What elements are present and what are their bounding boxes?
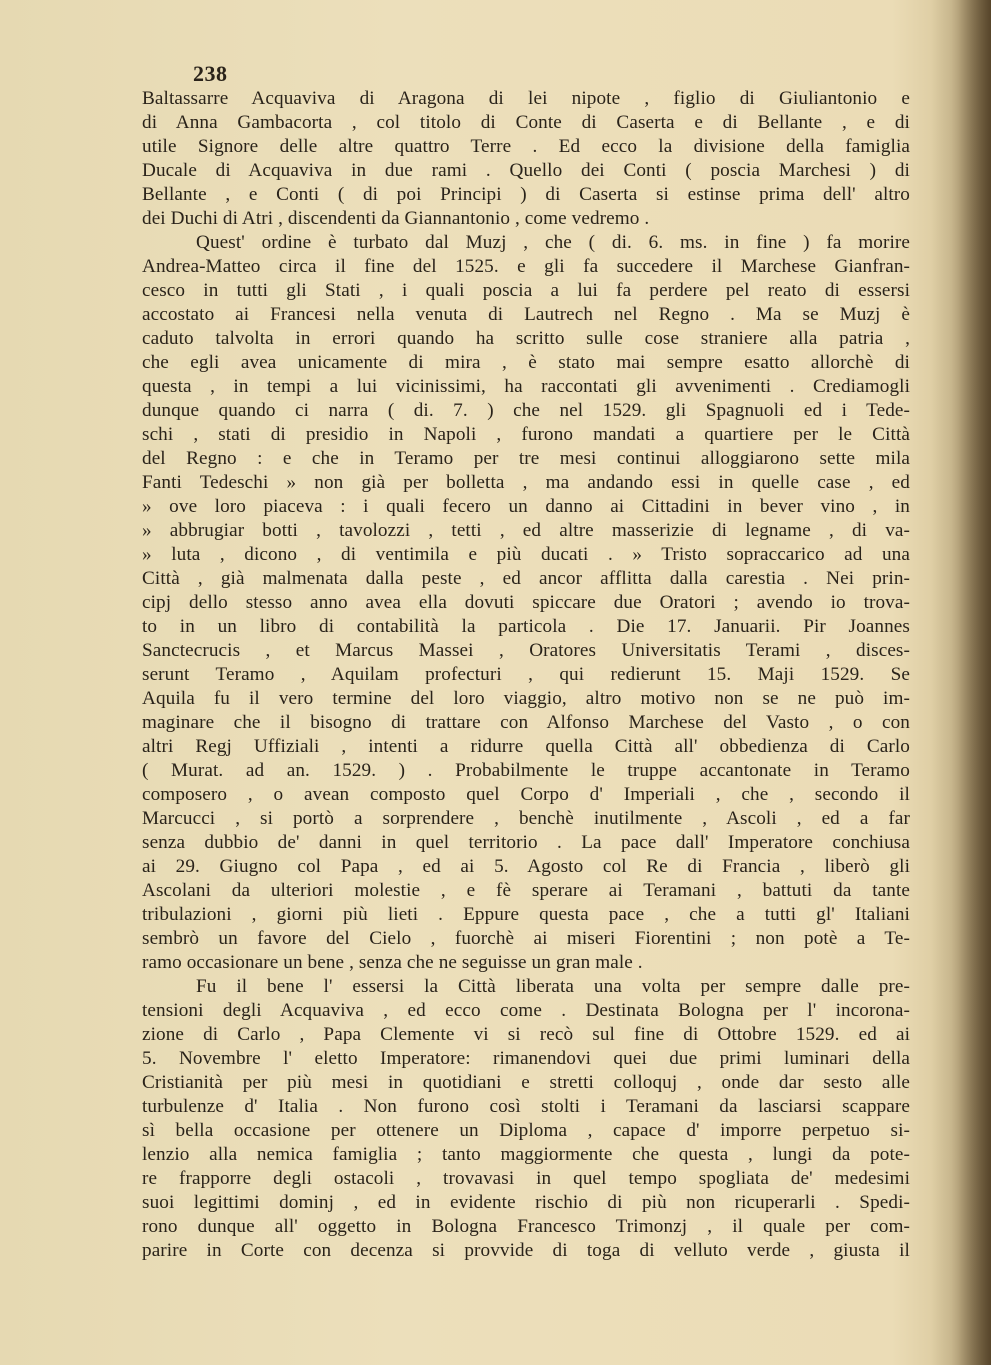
text-line: caduto talvolta in errori quando ha scritto sulle cose straniere alla patria ,	[142, 328, 910, 349]
page-number: 238	[193, 61, 228, 86]
text-line: Bellante , e Conti ( di poi Principi ) di Caserta si estinse prima dell' altro	[142, 184, 910, 205]
text-line: questa , in tempi a lui vicinissimi, ha raccontati gli avvenimenti . Crediamogli	[142, 376, 910, 397]
text-line: » abbrugiar botti , tavolozzi , tetti , ed altre masserizie di legname , di va-	[142, 520, 910, 541]
text-line: dunque quando ci narra ( di. 7. ) che nel 1529. gli Spagnuoli ed i Tede-	[142, 400, 910, 421]
text-line: tribulazioni , giorni più lieti . Eppure questa pace , che a tutti gl' Italiani	[142, 904, 910, 925]
text-line: senza dubbio de' danni in quel territorio . La pace dall' Imperatore conchiusa	[142, 832, 910, 853]
text-line: turbulenze d' Italia . Non furono così stolti i Teramani da lasciarsi scappare	[142, 1096, 910, 1117]
text-line: » luta , dicono , di ventimila e più ducati . » Tristo sopraccarico ad una	[142, 544, 910, 565]
text-line: rono dunque all' oggetto in Bologna Francesco Trimonzj , il quale per com-	[142, 1216, 910, 1237]
text-line: che egli avea unicamente di mira , è stato mai sempre esatto allorchè di	[142, 352, 910, 373]
text-line: zione di Carlo , Papa Clemente vi si recò sul fine di Ottobre 1529. ed ai	[142, 1024, 910, 1045]
text-line: Fu il bene l' essersi la Città liberata una volta per sempre dalle pre-	[196, 976, 910, 997]
text-line: ramo occasionare un bene , senza che ne seguisse un gran male .	[142, 952, 643, 973]
text-line: » ove loro piaceva : i quali fecero un danno ai Cittadini in bever vino , in	[142, 496, 910, 517]
text-line: tensioni degli Acquaviva , ed ecco come . Destinata Bologna per l' incorona-	[142, 1000, 910, 1021]
text-line: Baltassarre Acquaviva di Aragona di lei nipote , figlio di Giuliantonio e	[142, 88, 910, 109]
text-line: Andrea-Matteo circa il fine del 1525. e gli fa succedere il Marchese Gianfran-	[142, 256, 910, 277]
text-line: cipj dello stesso anno avea ella dovuti spiccare due Oratori ; avendo io trova-	[142, 592, 910, 613]
text-line: to in un libro di contabilità la particola . Die 17. Januarii. Pir Joannes	[142, 616, 910, 637]
text-line: Cristianità per più mesi in quotidiani e stretti colloquj , onde dar sesto alle	[142, 1072, 910, 1093]
text-line: Ducale di Acquaviva in due rami . Quello dei Conti ( poscia Marchesi ) di	[142, 160, 910, 181]
text-line: schi , stati di presidio in Napoli , furono mandati a quartiere per le Città	[142, 424, 910, 445]
text-line: sembrò un favore del Cielo , fuorchè ai miseri Fiorentini ; non potè a Te-	[142, 928, 910, 949]
body-text	[142, 87, 910, 1263]
text-line: re frapporre degli ostacoli , trovavasi in quel tempo spogliata de' medesimi	[142, 1168, 910, 1189]
text-line: altri Regj Uffiziali , intenti a ridurre quella Città all' obbedienza di Carlo	[142, 736, 910, 757]
text-line: serunt Teramo , Aquilam profecturi , qui redierunt 15. Maji 1529. Se	[142, 664, 910, 685]
text-line: parire in Corte con decenza si provvide di toga di velluto verde , giusta il	[142, 1240, 910, 1261]
text-line: Sanctecrucis , et Marcus Massei , Oratores Universitatis Terami , disces-	[142, 640, 910, 661]
text-line: maginare che il bisogno di trattare con Alfonso Marchese del Vasto , o con	[142, 712, 910, 733]
text-line: Fanti Tedeschi » non già per bolletta , ma andando essi in quelle case , ed	[142, 472, 910, 493]
text-line: Città , già malmenata dalla peste , ed ancor afflitta dalla carestia . Nei prin-	[142, 568, 910, 589]
text-line: accostato ai Francesi nella venuta di Lautrech nel Regno . Ma se Muzj è	[142, 304, 910, 325]
text-line: ( Murat. ad an. 1529. ) . Probabilmente le truppe accantonate in Teramo	[142, 760, 910, 781]
text-line: suoi legittimi dominj , ed in evidente rischio di più non ricuperarli . Spedi-	[142, 1192, 910, 1213]
text-line: utile Signore delle altre quattro Terre . Ed ecco la divisione della famiglia	[142, 136, 910, 157]
text-line: sì bella occasione per ottenere un Diploma , capace d' imporre perpetuo si-	[142, 1120, 910, 1141]
text-line: Quest' ordine è turbato dal Muzj , che ( di. 6. ms. in fine ) fa morire	[196, 232, 910, 253]
page-gutter-shadow	[931, 0, 991, 1365]
text-line: dei Duchi di Atri , discendenti da Giannantonio , come vedremo .	[142, 208, 650, 229]
text-line: composero , o avean composto quel Corpo d' Imperiali , che , secondo il	[142, 784, 910, 805]
text-line: ai 29. Giugno col Papa , ed ai 5. Agosto col Re di Francia , liberò gli	[142, 856, 910, 877]
text-line: lenzio alla nemica famiglia ; tanto maggiormente che questa , lungi da pote-	[142, 1144, 910, 1165]
text-line: 5. Novembre l' eletto Imperatore: rimanendovi quei due primi luminari della	[142, 1048, 910, 1069]
text-line: del Regno : e che in Teramo per tre mesi continui alloggiarono sette mila	[142, 448, 910, 469]
text-line: Marcucci , si portò a sorprendere , benchè inutilmente , Ascoli , ed a far	[142, 808, 910, 829]
text-line: Ascolani da ulteriori molestie , e fè sperare ai Teramani , battuti da tante	[142, 880, 910, 901]
text-line: cesco in tutti gli Stati , i quali poscia a lui fa perdere pel reato di essersi	[142, 280, 910, 301]
text-line: di Anna Gambacorta , col titolo di Conte di Caserta e di Bellante , e di	[142, 112, 910, 133]
text-line: Aquila fu il vero termine del loro viaggio, altro motivo non se ne può im-	[142, 688, 910, 709]
